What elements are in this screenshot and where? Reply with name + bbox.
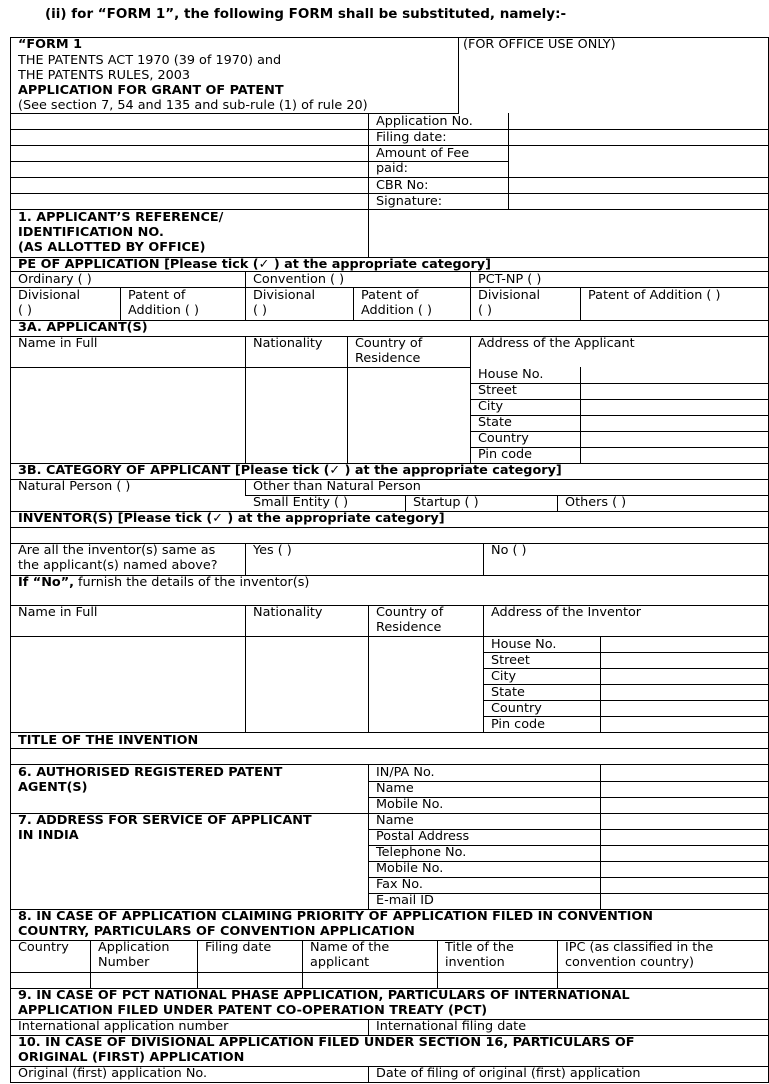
ordinary-addition-option: Patent of Addition ( ): [128, 288, 199, 318]
agent-name-label: Name: [376, 781, 414, 796]
agent-mobile-label: Mobile No.: [376, 797, 444, 812]
other-than-natural-person-label: Other than Natural Person: [253, 479, 421, 494]
inventor-pin-code-label: Pin code: [491, 717, 546, 732]
table-rule-horizontal: [10, 527, 769, 528]
section-8-heading: 8. IN CASE OF APPLICATION CLAIMING PRIORITY OF APPLICATION FILED IN CONVENTION COUNTRY, PARTICULARS OF CONVENTION APPLICATION: [18, 909, 653, 939]
table-rule-vertical: [508, 113, 509, 210]
section-6-heading: 6. AUTHORISED REGISTERED PATENT AGENT(S): [18, 765, 283, 795]
inventor-name-header: Name in Full: [18, 605, 98, 620]
office-use-label: (FOR OFFICE USE ONLY): [463, 37, 616, 52]
international-application-number-label: International application number: [18, 1019, 229, 1034]
section-10-heading: 10. IN CASE OF DIVISIONAL APPLICATION FILED UNDER SECTION 16, PARTICULARS OF ORIGINAL (FIRST) APPLICATION: [18, 1035, 635, 1065]
convention-country-header: Country: [18, 940, 69, 955]
section-3a-heading: 3A. APPLICANT(S): [18, 320, 148, 335]
table-rule-horizontal: [10, 367, 471, 368]
pct-addition-option: Patent of Addition ( ): [588, 288, 721, 303]
patent-form-1: [10, 36, 768, 1082]
page-header: (ii) for “FORM 1”, the following FORM shall be substituted, namely:-: [45, 6, 567, 22]
table-rule-vertical: [580, 367, 581, 464]
inventor-city-label: City: [491, 669, 517, 684]
inventor-no-option: No ( ): [491, 543, 527, 558]
section-4-heading: INVENTOR(S) [Please tick (✓ ) at the appropriate category]: [18, 511, 445, 526]
inventor-yes-option: Yes ( ): [253, 543, 292, 558]
act-reference: THE PATENTS ACT 1970 (39 of 1970) and: [18, 53, 282, 68]
section-3b-heading: 3B. CATEGORY OF APPLICANT [Please tick (✓ ) at the appropriate category]: [18, 463, 562, 478]
table-rule-vertical: [600, 764, 601, 910]
fee-paid-label: Amount of Fee paid:: [376, 146, 470, 176]
pct-np-option: PCT-NP ( ): [478, 272, 542, 287]
applicant-city-label: City: [478, 399, 504, 414]
table-rule-horizontal: [10, 748, 769, 749]
table-rule-vertical: [245, 605, 246, 733]
section-reference: (See section 7, 54 and 135 and sub-rule (1) of rule 20): [18, 98, 368, 113]
international-filing-date-label: International filing date: [376, 1019, 527, 1034]
signature-label: Signature:: [376, 194, 443, 209]
inventor-nationality-header: Nationality: [253, 605, 323, 620]
convention-filing-date-header: Filing date: [205, 940, 272, 955]
in-pa-no-label: IN/PA No.: [376, 765, 435, 780]
inventor-details-text: furnish the details of the inventor(s): [73, 575, 310, 590]
convention-applicant-name-header: Name of the applicant: [310, 940, 390, 970]
inventor-same-question: Are all the inventor(s) same as the applicant(s) named above?: [18, 543, 218, 573]
small-entity-option: Small Entity ( ): [253, 495, 349, 510]
section-2-heading: PE OF APPLICATION [Please tick (✓ ) at the appropriate category]: [18, 257, 491, 272]
table-rule-horizontal: [10, 636, 769, 637]
service-name-label: Name: [376, 813, 414, 828]
service-mobile-label: Mobile No.: [376, 861, 444, 876]
inventor-country-label: Country: [491, 701, 542, 716]
section-7-heading: 7. ADDRESS FOR SERVICE OF APPLICANT IN INDIA: [18, 813, 312, 843]
convention-invention-title-header: Title of the invention: [445, 940, 514, 970]
email-id-label: E-mail ID: [376, 893, 434, 908]
inventor-address-header: Address of the Inventor: [491, 605, 642, 620]
rules-reference: THE PATENTS RULES, 2003: [18, 68, 191, 83]
if-no-label: If “No”,: [18, 575, 74, 590]
filing-date-label: Filing date:: [376, 130, 447, 145]
original-filing-date-label: Date of filing of original (first) application: [376, 1066, 641, 1081]
convention-application-number-header: Application Number: [98, 940, 170, 970]
applicant-name-header: Name in Full: [18, 336, 98, 351]
ordinary-divisional-option: Divisional ( ): [18, 288, 81, 318]
section-9-heading: 9. IN CASE OF PCT NATIONAL PHASE APPLICATION, PARTICULARS OF INTERNATIONAL APPLICATION FILED UNDER PATENT CO-OPERATION TREATY (PCT): [18, 988, 630, 1018]
section-5-heading: TITLE OF THE INVENTION: [18, 733, 199, 748]
applicant-pin-code-label: Pin code: [478, 447, 533, 462]
inventor-state-label: State: [491, 685, 525, 700]
fax-no-label: Fax No.: [376, 877, 423, 892]
applicant-house-no-label: House No.: [478, 367, 544, 382]
applicant-address-header: Address of the Applicant: [478, 336, 635, 351]
inventor-details-instruction: [10, 575, 768, 590]
applicant-nationality-header: Nationality: [253, 336, 323, 351]
table-rule-horizontal: [10, 972, 769, 973]
ordinary-option: Ordinary ( ): [18, 272, 92, 287]
form-number: “FORM 1: [18, 37, 82, 52]
others-option: Others ( ): [565, 495, 627, 510]
convention-option: Convention ( ): [253, 272, 345, 287]
convention-ipc-header: IPC (as classified in the convention country): [565, 940, 714, 970]
section-1-heading: 1. APPLICANT’S REFERENCE/ IDENTIFICATION NO. (AS ALLOTTED BY OFFICE): [18, 210, 224, 255]
telephone-no-label: Telephone No.: [376, 845, 467, 860]
original-application-no-label: Original (first) application No.: [18, 1066, 208, 1081]
table-rule-horizontal: [10, 1082, 769, 1083]
application-no-label: Application No.: [376, 114, 473, 129]
natural-person-option: Natural Person ( ): [18, 479, 131, 494]
inventor-house-no-label: House No.: [491, 637, 557, 652]
table-rule-vertical: [245, 336, 246, 464]
applicant-state-label: State: [478, 415, 512, 430]
applicant-street-label: Street: [478, 383, 517, 398]
inventor-street-label: Street: [491, 653, 530, 668]
pct-divisional-option: Divisional ( ): [478, 288, 541, 318]
inventor-residence-header: Country of Residence: [376, 605, 444, 635]
table-rule-vertical: [600, 636, 601, 733]
postal-address-label: Postal Address: [376, 829, 470, 844]
form-title: APPLICATION FOR GRANT OF PATENT: [18, 83, 284, 98]
applicant-country-label: Country: [478, 431, 529, 446]
convention-addition-option: Patent of Addition ( ): [361, 288, 432, 318]
cbr-no-label: CBR No:: [376, 178, 429, 193]
applicant-residence-header: Country of Residence: [355, 336, 423, 366]
convention-divisional-option: Divisional ( ): [253, 288, 316, 318]
startup-option: Startup ( ): [413, 495, 479, 510]
